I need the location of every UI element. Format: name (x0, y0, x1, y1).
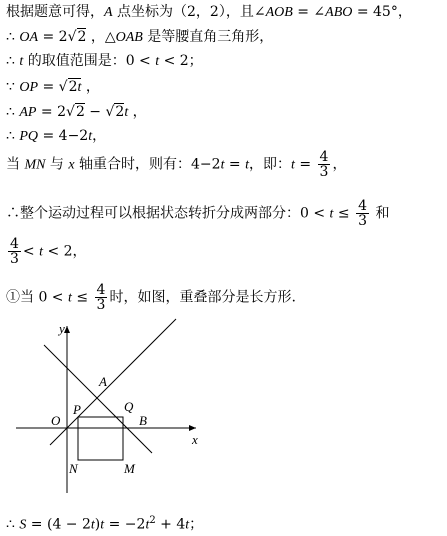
geometry-figure (8, 318, 208, 498)
line-9: $\frac{4}{3}$ < t < 2， (10, 236, 87, 267)
label-O: O (51, 413, 61, 428)
line-7: 当 MN 与 x 轴重合时，则有：4−2t = t，即：t = $\frac{4}{3}$ ， (6, 149, 347, 180)
label-y: y (59, 321, 65, 336)
label-N: N (69, 461, 78, 476)
line-11: ∴ $S = (4 - 2t)t = -2t^2 + 4t$； (6, 515, 204, 533)
label-A: A (99, 374, 107, 389)
label-B: B (139, 413, 147, 428)
line-6: ∴ PQ = 4−2t， (6, 128, 107, 144)
line-10: ①当 0 < t ≤ $\frac{4}{3}$ 时，如图，重叠部分是长方形. (6, 282, 296, 313)
label-P: P (73, 402, 81, 417)
line-AB (44, 345, 152, 453)
line-8: ∴整个运动过程可以根据状态转折分成两部分：0 < t ≤ $\frac{4}{3}$ 和 (6, 198, 390, 229)
line-OA (50, 319, 176, 445)
x-axis-arrow (189, 425, 196, 431)
line-1: 根据题意可得，A 点坐标为（2，2），且∠AOB = ∠ABO = 45°， (6, 4, 412, 20)
line-5: ∴ AP = 2√2 − √2t ， (6, 104, 147, 120)
rectangle-PQMN (78, 417, 123, 460)
line-2: ∴ OA = 2√2 ，△OAB 是等腰直角三角形， (6, 29, 274, 45)
line-4: ∵ OP = √2t ， (6, 79, 100, 95)
label-x: x (192, 432, 198, 447)
line-3: ∴ t 的取值范围是：0 < t < 2； (6, 53, 203, 69)
y-axis-arrow (64, 326, 70, 333)
label-M: M (124, 461, 135, 476)
label-Q: Q (124, 399, 134, 414)
